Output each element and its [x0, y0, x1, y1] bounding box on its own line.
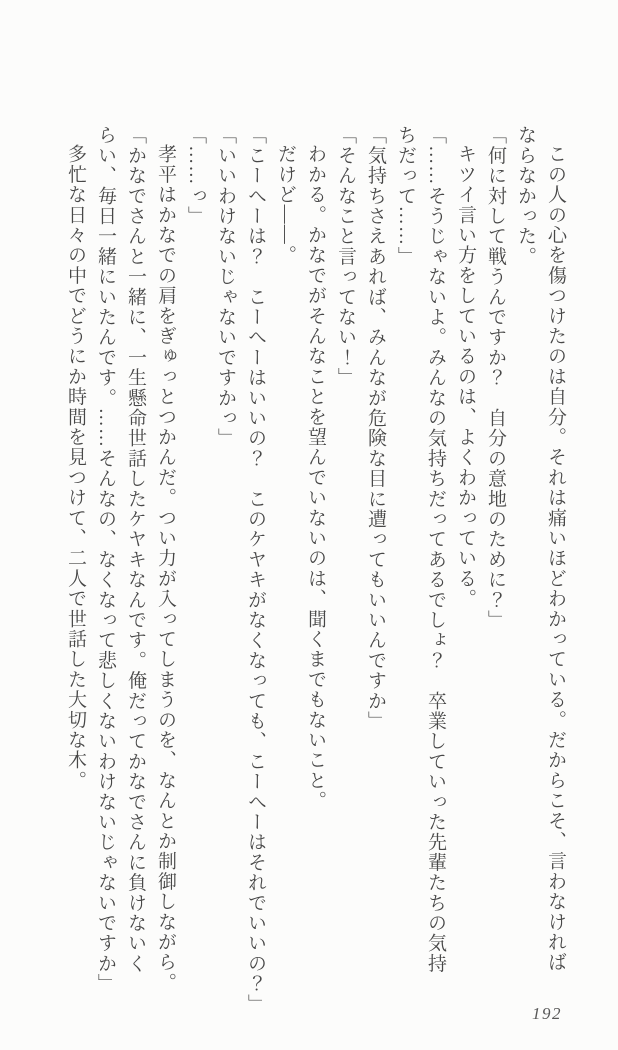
text-column: 「気持ちさえあれば、みんなが危険な目に遭ってもいいんですか」: [365, 125, 386, 731]
text-column: 「そんなこと言ってない！」: [335, 125, 356, 388]
text-column: この人の心を傷つけたのは自分。それは痛いほどわかっている。だからこそ、言わなければ: [545, 144, 566, 973]
text-column: わかる。かなでがそんなことを望んでいないのは、聞くまでもないこと。: [305, 144, 326, 811]
text-column: 「いいわけないじゃないですかっ」: [215, 125, 236, 449]
text-column: ならなかった。: [515, 125, 536, 267]
text-column: 「……そうじゃないよ。みんなの気持ちだってあるでしょ？ 卒業していった先輩たちの気持: [425, 125, 446, 974]
text-column: ちだって……」: [395, 125, 416, 267]
text-column: だけど――。: [275, 144, 296, 266]
text-column: らい、毎日一緒にいたんです。……そんなの、なくなって悲しくないわけないじゃないですか」: [95, 125, 116, 994]
page-number: 192: [532, 1004, 562, 1023]
text-column: 多忙な日々の中でどうにか時間を見つけて、二人で世話した大切な木。: [65, 144, 86, 791]
text-column: 孝平はかなでの肩をぎゅっとつかんだ。つい力が入ってしまうのを、なんとか制御しながら。: [155, 144, 176, 993]
text-column: 「こーへーは？ こーへーはいいの？ このケヤキがなくなっても、こーへーはそれでいいの？」: [245, 125, 266, 1014]
text-column: 「何に対して戦うんですか？ 自分の意地のために？」: [485, 125, 506, 630]
text-column: キツイ言い方をしているのは、よくわかっている。: [455, 144, 476, 609]
text-column: 「……っ」: [185, 125, 206, 226]
text-column: 「かなでさんと一緒に、一生懸命世話したケヤキなんです。俺だってかなでさんに負けないく: [125, 125, 146, 974]
